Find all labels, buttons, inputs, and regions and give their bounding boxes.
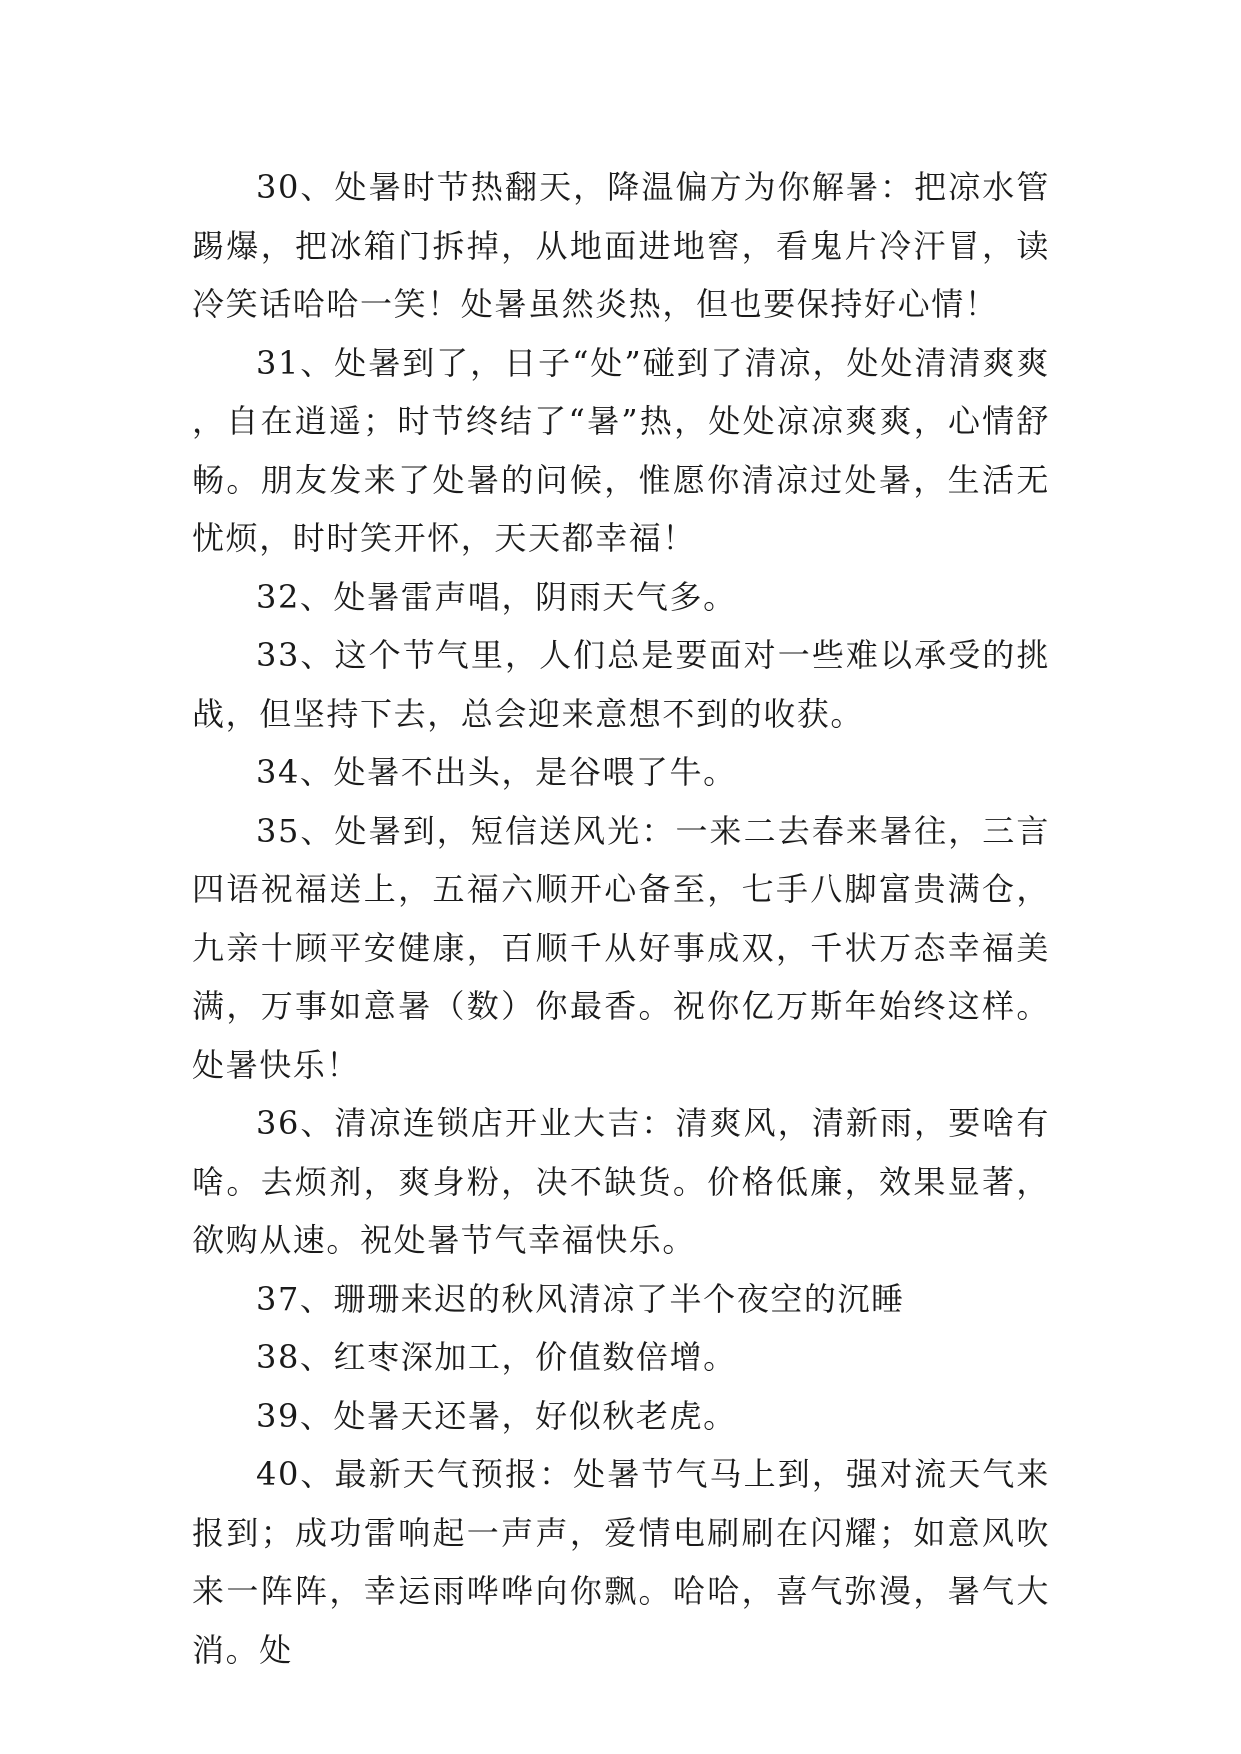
paragraph-40: 40、最新天气预报：处暑节气马上到，强对流天气来报到；成功雷响起一声声，爱情电刷刷在闪耀；如意风吹来一阵阵，幸运雨哗哗向你飘。哈哈，喜气弥漫，暑气大消。处 <box>192 1455 1050 1669</box>
document-body <box>192 158 1050 1679</box>
paragraph-38: 38、红枣深加工，价值数倍增。 <box>256 1338 737 1376</box>
paragraph-34: 34、处暑不出头，是谷喂了牛。 <box>256 753 737 791</box>
paragraph-39: 39、处暑天还暑，好似秋老虎。 <box>256 1396 737 1435</box>
paragraph-36: 36、清凉连锁店开业大吉：清爽风，清新雨，要啥有啥。去烦剂，爽身粉，决不缺货。价格低廉，效果显著，欲购从速。祝处暑节气幸福快乐。 <box>192 1104 1050 1259</box>
paragraph-32: 32、处暑雷声唱，阴雨天气多。 <box>256 577 737 616</box>
paragraph-30: 30、处暑时节热翻天，降温偏方为你解暑：把凉水管踢爆，把冰箱门拆掉，从地面进地窖，看鬼片冷汗冒，读冷笑话哈哈一笑！处暑虽然炎热，但也要保持好心情！ <box>192 168 1050 323</box>
paragraph-33: 33、这个节气里，人们总是要面对一些难以承受的挑战，但坚持下去，总会迎来意想不到的收获。 <box>192 636 1050 733</box>
paragraph-37: 37、珊珊来迟的秋风清凉了半个夜空的沉睡 <box>256 1279 905 1318</box>
paragraph-35: 35、处暑到，短信送风光：一来二去春来暑往，三言四语祝福送上，五福六顺开心备至，七手八脚富贵满仓，九亲十顾平安健康，百顺千从好事成双，千状万态幸福美满，万事如意暑（数）你最香。祝你亿万斯年始终这样。处暑快乐！ <box>192 811 1050 1084</box>
paragraph-31: 31、处暑到了，日子“处”碰到了清凉，处处清清爽爽，自在逍遥；时节终结了“暑”热，处处凉凉爽爽，心情舒畅。朋友发来了处暑的问候，惟愿你清凉过处暑，生活无忧烦，时时笑开怀，天天都幸福！ <box>192 343 1050 557</box>
